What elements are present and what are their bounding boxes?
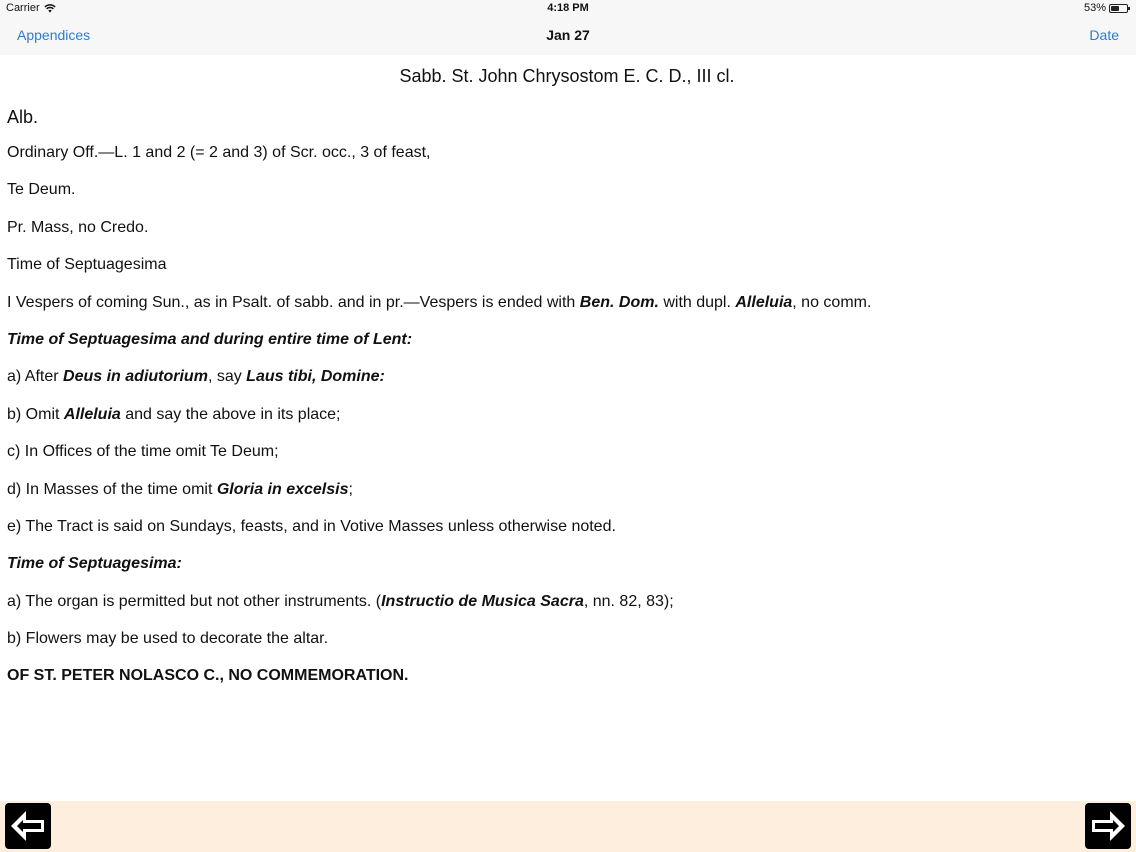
- next-day-button[interactable]: [1085, 803, 1131, 849]
- line-vespers: [7, 293, 1127, 330]
- text-segment: a) After: [7, 368, 64, 386]
- battery-percent: 53%: [1083, 2, 1106, 14]
- text-segment: , no comm.: [792, 293, 872, 311]
- rubric-c: c) In Offices of the time omit Te Deum;: [7, 443, 279, 461]
- text-segment: with dupl.: [658, 293, 736, 311]
- text-segment: ;: [348, 480, 353, 498]
- battery-fill: [1111, 6, 1119, 11]
- line-color: Alb.: [7, 107, 39, 127]
- text-segment-emphasis: Ben. Dom.: [579, 293, 659, 311]
- text-segment: , say: [207, 368, 247, 386]
- line-te-deum: Te Deum.: [7, 181, 76, 199]
- page-title: Sabb. St. John Chrysostom E. C. D., III cl.: [399, 66, 735, 86]
- arrow-right-icon: [1085, 803, 1131, 849]
- section-heading-septuagesima: Time of Septuagesima:: [7, 555, 182, 573]
- carrier-label: Carrier: [6, 2, 40, 14]
- text-segment-emphasis: Deus in adiutorium: [63, 368, 208, 386]
- commemoration-note: OF ST. PETER NOLASCO C., NO COMMEMORATION.: [7, 667, 409, 685]
- rubric-b: [7, 405, 1127, 442]
- rubric-a: [7, 367, 1127, 404]
- battery-icon: [1109, 4, 1128, 13]
- section-heading-lent: Time of Septuagesima and during entire time of Lent:: [7, 330, 413, 348]
- text-segment: d) In Masses of the time omit: [7, 480, 217, 498]
- rubric-organ: [7, 592, 1127, 629]
- rubric-e: e) The Tract is said on Sundays, feasts, and in Votive Masses unless otherwise noted.: [7, 517, 616, 535]
- line-time-heading: Time of Septuagesima: [7, 256, 167, 274]
- arrow-left-icon: [5, 803, 51, 849]
- text-segment: b) Omit: [7, 405, 64, 423]
- status-bar: [0, 0, 1136, 17]
- date-button[interactable]: Date: [1089, 27, 1119, 43]
- navigation-bar: [0, 17, 1136, 55]
- text-segment-emphasis: Alleluia: [63, 405, 121, 423]
- rubric-flowers: b) Flowers may be used to decorate the altar.: [7, 630, 329, 648]
- text-segment-emphasis: Gloria in excelsis: [216, 480, 349, 498]
- text-segment-emphasis: Laus tibi, Domine:: [246, 368, 385, 386]
- status-time: 4:18 PM: [547, 2, 589, 14]
- previous-day-button[interactable]: [5, 803, 51, 849]
- ordo-content: [7, 60, 1127, 704]
- text-segment: and say the above in its place;: [120, 405, 341, 423]
- text-segment: , nn. 82, 83);: [583, 592, 674, 610]
- text-segment: I Vespers of coming Sun., as in Psalt. of sabb. and in pr.—Vespers is ended with: [7, 293, 580, 311]
- rubric-d: [7, 480, 1127, 517]
- line-office: Ordinary Off.—L. 1 and 2 (= 2 and 3) of Scr. occ., 3 of feast,: [7, 144, 431, 161]
- appendices-button[interactable]: Appendices: [17, 27, 91, 43]
- text-segment-emphasis: Instructio de Musica Sacra: [381, 592, 584, 610]
- line-mass: Pr. Mass, no Credo.: [7, 218, 149, 236]
- nav-title: Jan 27: [546, 27, 590, 43]
- text-segment-emphasis: Alleluia: [735, 293, 793, 311]
- text-segment: a) The organ is permitted but not other instruments. (: [7, 592, 382, 610]
- battery-indicator: [1084, 2, 1128, 14]
- bottom-toolbar: [0, 801, 1136, 852]
